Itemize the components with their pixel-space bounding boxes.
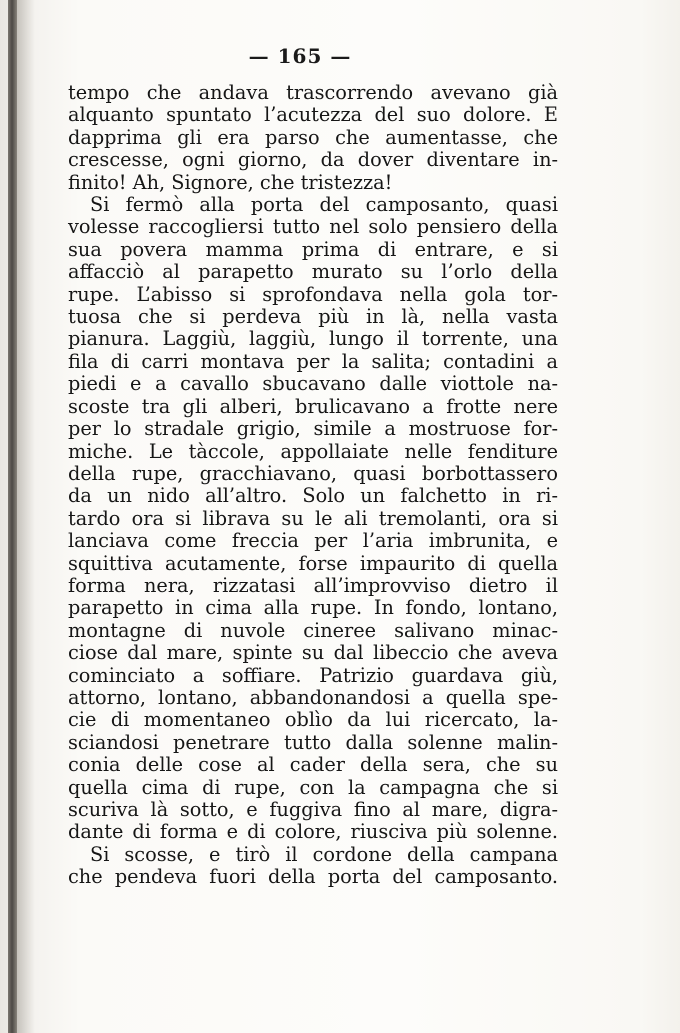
text-line: finito! Ah, Signore, che tristezza! [68, 170, 393, 194]
text-line: attorno, lontano, abbandonandosi a quella spe- [68, 685, 558, 709]
body-text [68, 82, 558, 889]
text-line: montagne di nuvole cineree salivano minac- [68, 618, 558, 642]
text-line: squittiva acutamente, forse impaurito di quella [68, 551, 558, 575]
text-line: ciose dal mare, spinte su dal libeccio che aveva [68, 641, 558, 665]
text-line: tuosa che si perdeva più in là, nella vasta [68, 305, 558, 329]
text-line: quella cima di rupe, con la campagna che si [68, 775, 558, 799]
text-line: fila di carri montava per la salita; contadini a [68, 349, 558, 373]
text-line: sciandosi penetrare tutto dalla solenne malin- [68, 730, 558, 754]
text-line: tempo che andava trascorrendo avevano già [68, 81, 558, 104]
text-line: della rupe, gracchiavano, quasi borbottassero [68, 461, 558, 485]
text-line: rupe. L’abisso si sprofondava nella gola tor- [68, 282, 558, 306]
book-spine [8, 0, 17, 1033]
text-line: da un nido all’altro. Solo un falchetto in ri- [68, 484, 558, 508]
text-line: alquanto spuntato l’acutezza del suo dolore. E [68, 103, 558, 127]
page-number: — 165 — [248, 44, 352, 68]
text-line: affacciò al parapetto murato su l’orlo della [68, 260, 558, 284]
text-line: volesse raccogliersi tutto nel solo pensiero della [68, 215, 558, 239]
text-line: cie di momentaneo oblìo da lui ricercato, la- [68, 708, 558, 732]
text-line: cominciato a soffiare. Patrizio guardava giù, [68, 663, 558, 687]
text-line: miche. Le tàccole, appollaiate nelle fenditure [68, 439, 558, 463]
spine-shadow [17, 0, 35, 1033]
text-line: parapetto in cima alla rupe. In fondo, lontano, [68, 596, 558, 620]
text-line: pianura. Laggiù, laggiù, lungo il torrente, una [68, 327, 558, 351]
text-line: conia delle cose al cader della sera, che su [68, 753, 558, 777]
text-line: sua povera mamma prima di entrare, e si [68, 237, 558, 261]
text-line: forma nera, rizzatasi all’improvviso dietro il [68, 573, 558, 597]
text-line: piedi e a cavallo sbucavano dalle viottole na- [68, 372, 558, 396]
text-line: tardo ora si librava su le ali tremolanti, ora si [68, 506, 558, 530]
text-line: scuriva là sotto, e fuggiva fino al mare, digra- [68, 798, 558, 821]
text-line: scoste tra gli alberi, brulicavano a frotte nere [68, 394, 558, 418]
text-line: per lo stradale grigio, simile a mostruose for- [68, 417, 558, 441]
text-line: crescesse, ogni giorno, da dover diventare in- [68, 148, 558, 172]
text-line: Si scosse, e tirò il cordone della campana [90, 842, 558, 866]
text-line: Si fermò alla porta del camposanto, quasi [90, 193, 558, 217]
text-line: che pendeva fuori della porta del camposanto. [68, 865, 558, 889]
text-line: lanciava come freccia per l’aria imbrunita, e [68, 529, 558, 553]
text-line: dante di forma e di colore, riusciva più solenne. [68, 820, 558, 844]
text-line: dapprima gli era parso che aumentasse, che [68, 125, 558, 149]
